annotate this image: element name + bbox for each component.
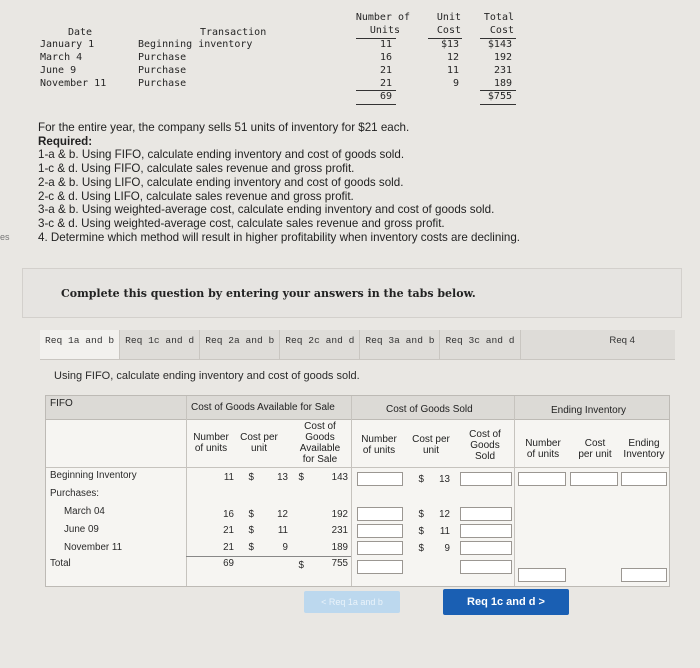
required-heading: Required: [38,134,93,148]
cogs-cost: 11 [439,526,450,537]
fifo-worksheet [45,395,670,587]
cogs-units-input[interactable] [357,524,403,538]
row-date: June 9 [40,65,77,76]
col-cogs-cost: Cost per unit [412,434,450,456]
march-total: 192 [331,509,348,520]
section-ending-inventory: Ending Inventory [551,405,627,416]
row-label-total: Total [50,558,71,569]
row-transaction: Purchase [138,52,187,63]
row-date: January 1 [40,39,95,50]
tab-req-3a-b[interactable]: Req 3a and b [360,330,440,359]
march-cost: 12 [277,509,288,520]
cogs-cost: 12 [439,509,450,520]
row-total-cost: $143 [487,39,512,50]
problem-statement [38,121,678,244]
row-units: 21 [379,78,392,89]
prev-requirement-button[interactable]: < Req 1a and b [304,591,400,613]
requirement-item: 2-a & b. Using LIFO, calculate ending inventory and cost of goods sold. [38,175,404,189]
complete-prompt: Complete this question by entering your answers in the tabs below. [61,287,476,300]
requirement-item: 3-c & d. Using weighted-average cost, calculate sales revenue and gross profit. [38,216,445,230]
double-underline [356,104,396,105]
end-total-input[interactable] [621,472,667,486]
header-underline [480,38,516,39]
cogs-units-input[interactable] [357,472,403,486]
tab-req-1c-d[interactable]: Req 1c and d [120,330,200,359]
row-date: March 4 [40,52,83,63]
end-total-units-input[interactable] [518,568,566,582]
instruction-banner [22,268,682,318]
double-underline [480,104,516,105]
begin-cost: 13 [277,472,288,483]
section-cogas: Cost of Goods Available for Sale [191,402,335,413]
col-header-totalcost-2: Cost [489,25,514,36]
col-header-transaction: Transaction [200,27,267,38]
march-currency: $ [248,509,254,520]
col-end-total: Ending Inventory [623,438,665,460]
col-header-date: Date [68,27,93,38]
row-units: 21 [379,65,392,76]
problem-intro: For the entire year, the company sells 51 units of inventory for $21 each. [38,121,410,134]
row-total-cost: 189 [493,78,512,89]
header-underline [356,38,396,39]
tab-req-1a-b[interactable]: Req 1a and b [40,330,120,359]
end-units-input[interactable] [518,472,566,486]
june-units: 21 [223,525,234,536]
cogs-total-input[interactable] [460,524,512,538]
cogs-cost: 9 [444,543,450,554]
begin-units: 11 [223,472,234,483]
end-grand-total-input[interactable] [621,568,667,582]
tab-req-2a-b[interactable]: Req 2a and b [200,330,280,359]
june-cost: 11 [277,525,288,536]
row-transaction: Beginning inventory [138,39,253,50]
begin-currency: $ [248,472,254,483]
col-header-units-2: Units [369,25,400,36]
row-label-beginning: Beginning Inventory [50,470,137,481]
inventory-table [0,0,700,110]
cogs-currency: $ [418,474,424,485]
tab-req-3c-d[interactable]: Req 3c and d [440,330,520,359]
cogs-total-input[interactable] [460,507,512,521]
cogs-currency: $ [418,543,424,554]
november-cost: 9 [282,542,288,553]
col-header-unitcost-2: Cost [436,25,461,36]
row-units: 16 [379,52,392,63]
cogs-total-units-input[interactable] [357,560,403,574]
cogs-currency: $ [418,509,424,520]
march-units: 16 [223,509,234,520]
cogs-grand-total-input[interactable] [460,560,512,574]
total-units: 69 [379,91,392,102]
november-currency: $ [248,542,254,553]
requirement-item: 3-a & b. Using weighted-average cost, calculate ending inventory and cost of goods sold. [38,203,495,217]
col-end-cost: Cost per unit [578,438,612,460]
begin-total: 143 [331,472,348,483]
col-header-units-1: Number of [355,12,410,23]
cogs-total-input[interactable] [460,472,512,486]
cogs-units-input[interactable] [357,507,403,521]
row-total-cost: 192 [493,52,512,63]
end-cost-input[interactable] [570,472,618,486]
requirement-tabs [40,330,675,360]
col-cogs-total: Cost of Goods Sold [469,429,501,462]
row-unit-cost: 9 [452,78,459,89]
cogs-cost: 13 [439,474,450,485]
col-end-units: Number of units [525,438,561,460]
row-date: November 11 [40,78,107,89]
col-header-unitcost-1: Unit [436,12,461,23]
method-label: FIFO [50,398,73,409]
col-num-units: Number of units [193,432,229,454]
row-label-march: March 04 [64,506,105,517]
total-units: 69 [223,558,234,569]
row-units: 11 [379,39,392,50]
june-currency: $ [248,525,254,536]
november-total: 189 [331,542,348,553]
col-cogas-total: Cost of Goods Available for Sale [299,421,341,465]
total-cost: $755 [487,91,512,102]
total-currency: $ [298,560,304,571]
section-cogs: Cost of Goods Sold [386,404,473,415]
row-unit-cost: 12 [446,52,459,63]
begin-total-currency: $ [298,472,304,483]
requirement-item: 2-c & d. Using LIFO, calculate sales revenue and gross profit. [38,189,354,203]
row-label-november: November 11 [64,542,123,553]
row-unit-cost: $13 [440,39,459,50]
requirement-item: 4. Determine which method will result in higher profitability when inventory costs are declining. [38,230,521,244]
col-cogs-units: Number of units [361,434,397,456]
row-label-purchases: Purchases: [50,488,100,499]
next-requirement-button[interactable]: Req 1c and d > [443,589,569,615]
cut-off-text: es [0,232,10,242]
cogs-units-input[interactable] [357,541,403,555]
col-cost-per-unit: Cost per unit [240,432,278,454]
row-unit-cost: 11 [446,65,459,76]
tab-req-2c-d[interactable]: Req 2c and d [280,330,360,359]
row-label-june: June 09 [64,524,99,535]
june-total: 231 [331,525,348,536]
total-cogas: 755 [331,558,348,569]
requirement-item: 1-a & b. Using FIFO, calculate ending inventory and cost of goods sold. [38,148,405,162]
tab-req-4[interactable]: Req 4 [609,335,635,346]
col-header-totalcost-1: Total [483,12,514,23]
november-units: 21 [223,542,234,553]
row-transaction: Purchase [138,78,187,89]
row-total-cost: 231 [493,65,512,76]
row-transaction: Purchase [138,65,187,76]
requirement-item: 1-c & d. Using FIFO, calculate sales revenue and gross profit. [38,162,355,176]
cogs-currency: $ [418,526,424,537]
tab-instruction: Using FIFO, calculate ending inventory and cost of goods sold. [54,370,360,382]
cogs-total-input[interactable] [460,541,512,555]
header-underline [428,38,462,39]
